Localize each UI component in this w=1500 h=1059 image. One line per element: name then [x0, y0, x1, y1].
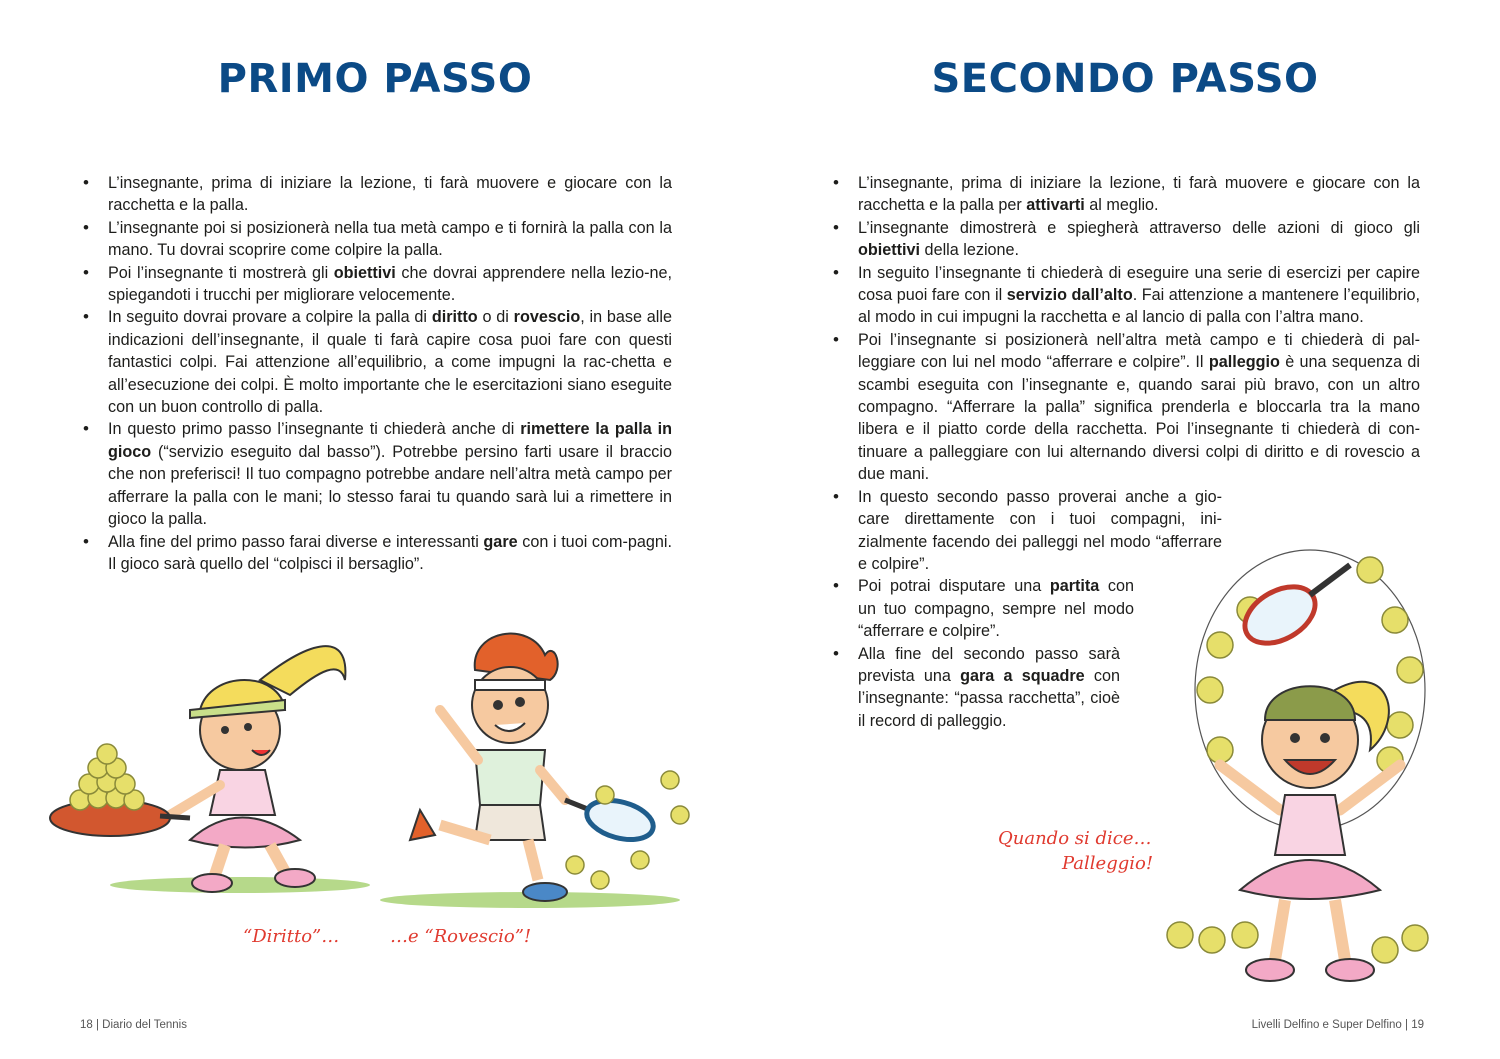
caption-line-2: Palleggio! — [1062, 853, 1154, 874]
girl-juggling-illustration — [1160, 510, 1460, 1000]
list-item — [830, 262, 1420, 329]
text-segment: con i tuoi com-pagni. Il gioco sarà quello del “colpisci il bersaglio”. — [108, 532, 672, 573]
text-segment: L’insegnante, prima di iniziare la lezione, ti farà muovere e giocare con la racchetta e la palla. — [108, 174, 672, 215]
text-segment: al meglio. — [1084, 196, 1159, 215]
list-item — [830, 575, 1134, 642]
list-item — [80, 418, 672, 530]
text-segment: L’insegnante, prima di iniziare la lezione, ti farà muovere e giocare con la racchetta e la palla per — [858, 174, 1420, 215]
list-item — [80, 217, 672, 262]
list-item — [830, 217, 1420, 262]
text-segment: In seguito dovrai provare a colpire la palla di — [108, 308, 432, 327]
list-item — [80, 306, 672, 418]
text-segment: che dovrai apprendere nella lezio-ne, spiegandoti i trucchi per migliorare velocemente. — [108, 263, 672, 305]
bold-text: gare — [483, 532, 518, 551]
text-segment: L’insegnante poi si posizionerà nella tua metà campo e ti fornirà la palla con la mano. Tu dovrai scoprire come colpire la palla. — [108, 218, 672, 260]
bold-text: partita — [1049, 577, 1100, 596]
page-footer: Livelli Delfino e Super Delfino | 19 — [1251, 1019, 1424, 1031]
text-segment: Alla fine del primo passo farai diverse e interessanti — [108, 532, 484, 551]
caption-line-1: Quando si dice… — [998, 828, 1152, 849]
bold-text: servizio dall’alto — [1006, 286, 1133, 305]
caption-diritto: “Diritto”… — [243, 926, 340, 947]
text-segment: con un tuo compagno, sempre nel modo “afferrare e colpire”. — [858, 577, 1134, 641]
text-segment: è una sequenza di scambi eseguita con l’insegnante e, quando sarai più bravo, con un altro compagno. “Afferrare la palla” significa prenderla e bloccarla tra la mano libera e il piatto corde della racchetta. Poi l’insegnante ti chiederà di con-tinuare a palleggiare con lui alternando diversi colpi di diritto e di rovescio a due mani. — [858, 353, 1420, 484]
bold-text: palleggio — [1208, 353, 1280, 372]
list-item — [830, 172, 1420, 217]
text-segment: della lezione. — [920, 241, 1020, 260]
girl-forehand-illustration — [40, 600, 370, 900]
text-segment: . Fai attenzione a mantenere l’equilibrio, al modo in cui impugni la racchetta e al lancio di palla con l’altra mano. — [858, 286, 1420, 327]
page-title: SECONDO PASSO — [931, 56, 1319, 102]
bold-text: rovescio — [513, 308, 581, 327]
text-segment: Poi l’insegnante ti mostrerà gli — [108, 263, 334, 282]
bold-text: diritto — [431, 308, 478, 327]
text-segment: In questo secondo passo proverai anche a gio-care direttamente con i tuoi compagni, ini-zialmente facendo dei palleggi nel modo “afferrare e colpire”. — [858, 487, 1222, 573]
bullet-list — [80, 172, 672, 575]
text-segment: Poi l’insegnante si posizionerà nell’altra metà campo e ti chiederà di pal-leggiare con lui nel modo “afferrare e colpire”. Il — [858, 330, 1420, 372]
list-item — [830, 643, 1120, 733]
text-segment: Poi potrai disputare una — [858, 577, 1050, 596]
bold-text: obiettivi — [858, 241, 921, 260]
list-item — [80, 531, 672, 576]
text-segment: In questo primo passo l’insegnante ti chiederà anche di — [108, 420, 521, 439]
boy-backhand-illustration — [380, 610, 700, 910]
text-segment: L’insegnante dimostrerà e spiegherà attraverso delle azioni di gioco gli — [858, 218, 1420, 237]
text-segment: (“servizio eseguito dal basso”). Potrebbe persino farti usare il braccio che non preferisci! Il tuo compagno potrebbe andare nell’altra metà campo per afferrare la palla con le mani; lo stesso farai tu quando sarà lui a rimettere in gioco la palla. — [108, 442, 672, 529]
text-segment: o di — [477, 308, 514, 327]
list-item — [80, 172, 672, 217]
caption-rovescio: …e “Rovescio”! — [390, 926, 532, 947]
page-footer: 18 | Diario del Tennis — [80, 1019, 187, 1031]
bold-text: obiettivi — [333, 263, 396, 282]
list-item — [830, 329, 1420, 486]
bold-text: gara a squadre — [960, 666, 1085, 685]
right-page — [750, 0, 1500, 1059]
bold-text: rimettere la palla in gioco — [108, 420, 673, 461]
text-segment: Alla fine del secondo passo sarà prevista una — [858, 644, 1120, 685]
page-title: PRIMO PASSO — [217, 56, 533, 102]
text-segment: In seguito l’insegnante ti chiederà di eseguire una serie di esercizi per capire cosa puoi fare con il — [858, 263, 1420, 305]
text-segment: con l’insegnante: “passa racchetta”, cioè il record di palleggio. — [858, 666, 1120, 730]
list-item — [80, 262, 672, 307]
text-segment: , in base alle indicazioni dell’insegnante, il quale ti farà capire cosa puoi fare con questi fantastici colpi. Fai attenzione all’equilibrio, a come impugni la rac-chetta e all’esecuzione dei colpi. È molto importante che le esercitazioni siano eseguite con un buon controllo di palla. — [108, 308, 672, 417]
bold-text: attivarti — [1026, 196, 1085, 215]
